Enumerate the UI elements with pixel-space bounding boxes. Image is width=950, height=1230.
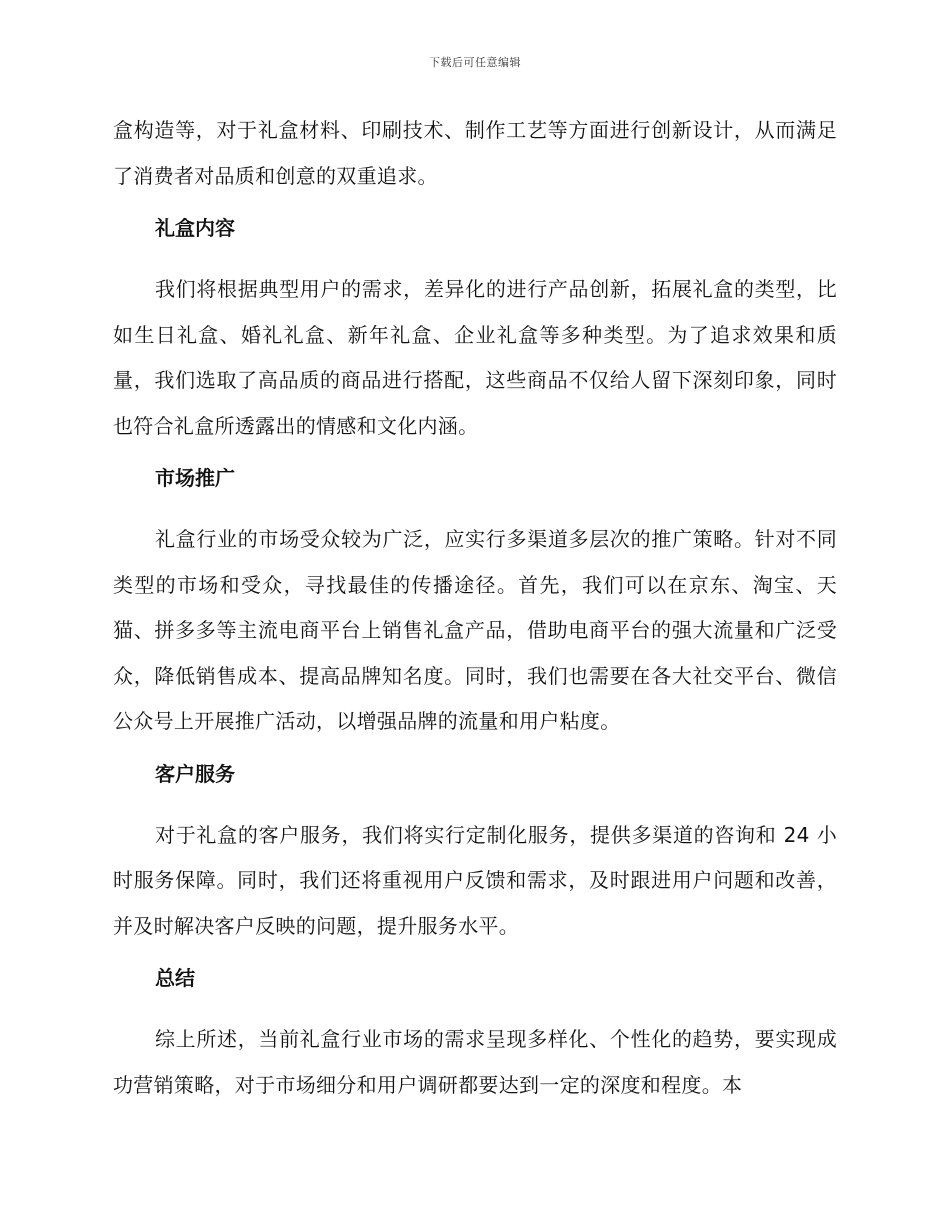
summary-paragraph: 综上所述，当前礼盒行业市场的需求呈现多样化、个性化的趋势，要实现成功营销策略，对于市场细分和用户调研都要达到一定的深度和程度。本 — [113, 1027, 837, 1097]
gift-box-content-paragraph: 我们将根据典型用户的需求，差异化的进行产品创新，拓展礼盒的类型，比如生日礼盒、婚礼礼盒、新年礼盒、企业礼盒等多种类型。为了追求效果和质量，我们选取了高品质的商品进行搭配，这些商品不仅给人留下深刻印象，同时也符合礼盒所透露出的情感和文化内涵。 — [113, 277, 837, 438]
customer-service-paragraph: 对于礼盒的客户服务，我们将实行定制化服务，提供多渠道的咨询和 24 小时服务保障。同时，我们还将重视用户反馈和需求，及时跟进用户问题和改善，并及时解决客户反映的问题，提升服务水平。 — [113, 822, 837, 938]
intro-tail-paragraph: 盒构造等，对于礼盒材料、印刷技术、制作工艺等方面进行创新设计，从而满足了消费者对品质和创意的双重追求。 — [113, 118, 837, 188]
heading-customer-service: 客户服务 — [155, 761, 235, 786]
heading-summary: 总结 — [155, 966, 195, 990]
marketing-paragraph: 礼盒行业的市场受众较为广泛，应实行多渠道多层次的推广策略。针对不同类型的市场和受众，寻找最佳的传播途径。首先，我们可以在京东、淘宝、天猫、拼多多等主流电商平台上销售礼盒产品，借助电商平台的强大流量和广泛受众，降低销售成本、提高品牌知名度。同时，我们也需要在各大社交平台、微信公众号上开展推广活动，以增强品牌的流量和用户粘度。 — [113, 527, 837, 733]
heading-marketing: 市场推广 — [155, 466, 235, 490]
heading-gift-box-content: 礼盒内容 — [155, 216, 235, 240]
document-body — [113, 108, 837, 1122]
header-note: 下载后可任意编辑 — [429, 56, 521, 69]
